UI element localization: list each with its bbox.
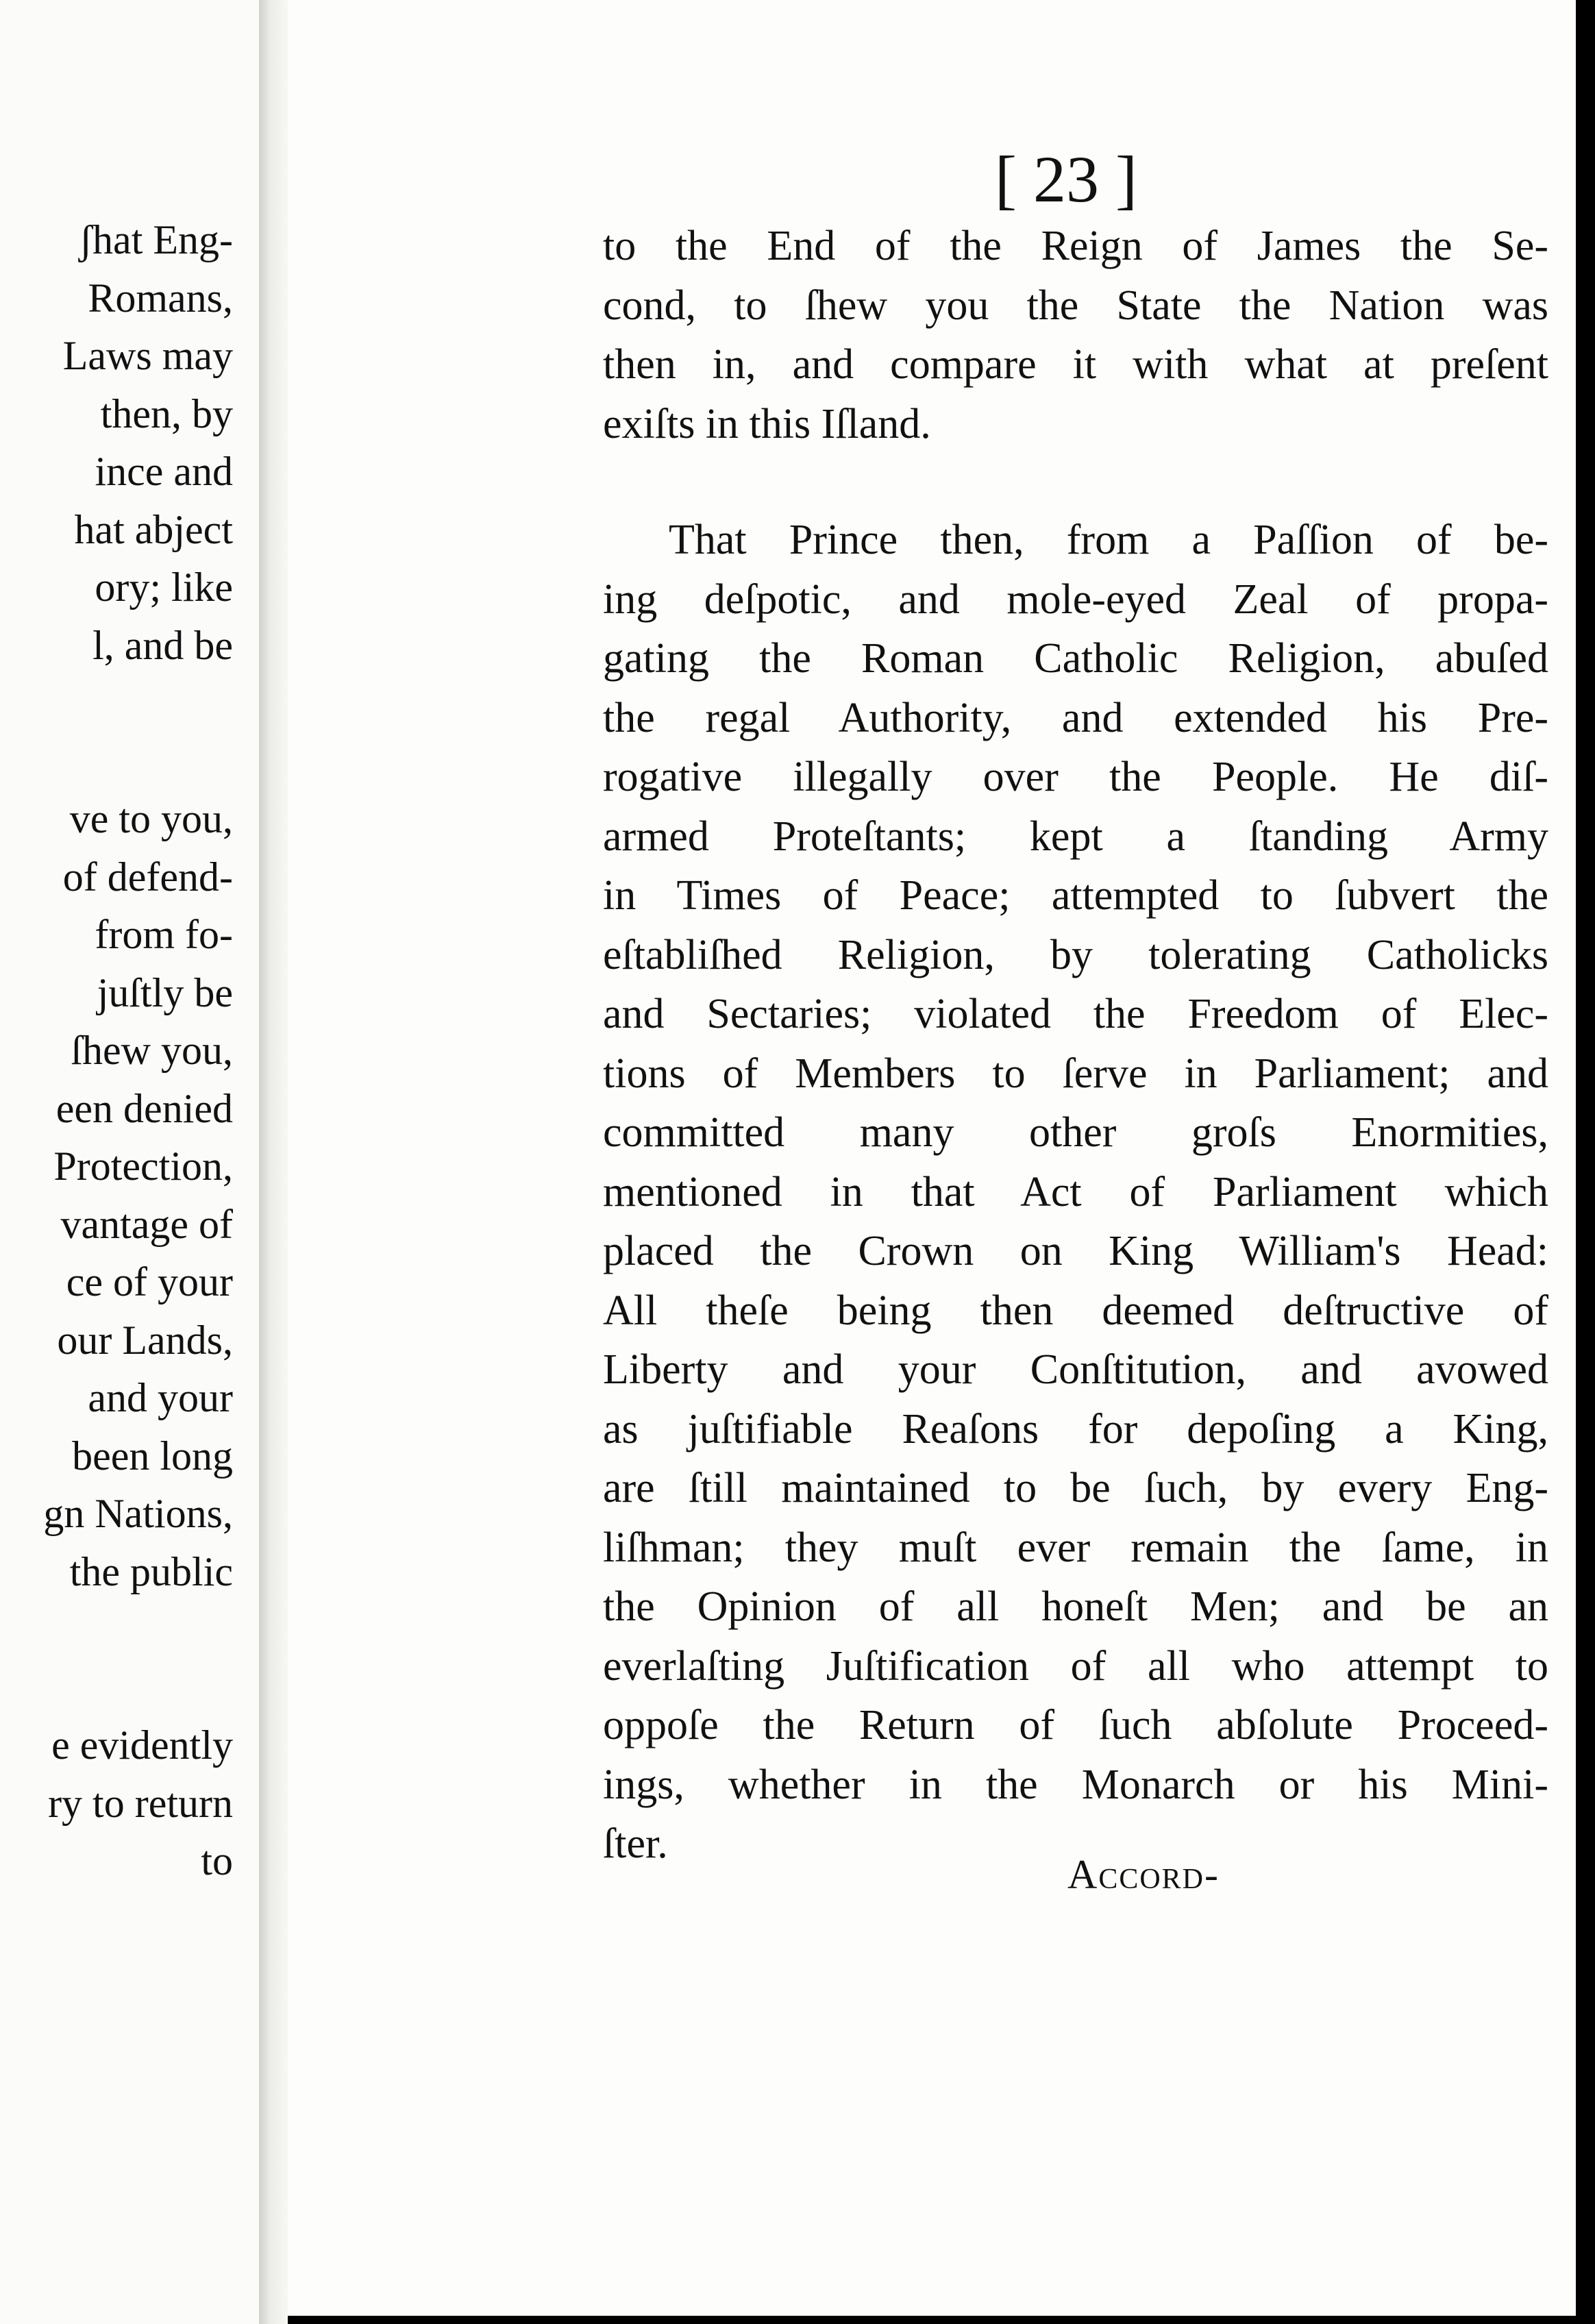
text-line: ings, whether in the Monarch or his Mini- xyxy=(603,1761,1548,1808)
catchword: Accord- xyxy=(1067,1852,1220,1897)
left-page-line: of defend- xyxy=(62,854,233,900)
text-line: to the End of the Reign of James the Se- xyxy=(603,223,1548,269)
left-page-line: ſhew you, xyxy=(71,1028,233,1073)
text-line: placed the Crown on King William's Head: xyxy=(603,1228,1548,1274)
left-page-fragment xyxy=(0,0,259,2324)
text-line: the regal Authority, and extended his Pre- xyxy=(603,694,1548,741)
left-page-line: then, by xyxy=(100,391,233,436)
text-line: That Prince then, from a Paſſion of be- xyxy=(669,517,1548,563)
left-page-line: from fo- xyxy=(95,912,233,957)
text-line: Liberty and your Conſtitution, and avowed xyxy=(603,1346,1548,1393)
text-line: committed many other groſs Enormities, xyxy=(603,1109,1548,1156)
text-line: liſhman; they muſt ever remain the ſame, in xyxy=(603,1524,1548,1571)
text-line: armed Proteſtants; kept a ſtanding Army xyxy=(603,813,1548,860)
left-page-line: gn Nations, xyxy=(43,1491,233,1536)
text-line: then in, and compare it with what at preſent xyxy=(603,341,1548,388)
left-page-line: een denied xyxy=(55,1085,233,1131)
left-page-line: ʃhat Eng- xyxy=(79,217,233,262)
text-line: eſtabliſhed Religion, by tolerating Catholicks xyxy=(603,931,1548,978)
text-line: ſter. xyxy=(603,1820,668,1867)
text-line: oppoſe the Return of ſuch abſolute Proceed- xyxy=(603,1702,1548,1748)
text-line: mentioned in that Act of Parliament which xyxy=(603,1168,1548,1215)
left-page-line: to xyxy=(201,1838,233,1883)
page-number: [ 23 ] xyxy=(995,143,1137,216)
left-page-line: and your xyxy=(88,1375,233,1420)
left-page-line: ince and xyxy=(95,449,233,494)
text-line: tions of Members to ſerve in Parliament; and xyxy=(603,1050,1548,1097)
left-page-line: e evidently xyxy=(51,1722,233,1768)
text-line: All theſe being then deemed deſtructive of xyxy=(603,1287,1548,1334)
text-line: and Sectaries; violated the Freedom of Elec- xyxy=(603,991,1548,1037)
left-page-line: ce of your xyxy=(66,1259,233,1305)
left-page-line: juſtly be xyxy=(97,969,233,1015)
left-page-line: ry to return xyxy=(48,1780,233,1826)
paragraph-1 xyxy=(603,217,1548,454)
left-page-line: the public xyxy=(69,1548,233,1594)
left-page-line: vantage of xyxy=(60,1201,233,1247)
left-page-line: hat abject xyxy=(74,506,233,552)
text-line: the Opinion of all honeſt Men; and be an xyxy=(603,1583,1548,1630)
right-page xyxy=(288,0,1576,2316)
paragraph-2 xyxy=(603,510,1548,1874)
text-line: are ſtill maintained to be ſuch, by every Eng- xyxy=(603,1465,1548,1511)
text-line: exiſts in this Iſland. xyxy=(603,400,931,447)
text-line: cond, to ſhew you the State the Nation was xyxy=(603,282,1548,329)
left-page-line: our Lands, xyxy=(57,1317,233,1363)
text-line: ing deſpotic, and mole-eyed Zeal of propa- xyxy=(603,576,1548,623)
text-line: as juſtifiable Reaſons for depoſing a King, xyxy=(603,1405,1548,1452)
text-line: rogative illegally over the People. He diſ- xyxy=(603,754,1548,800)
left-page-line: ve to you, xyxy=(69,796,233,841)
left-page-line: ory; like xyxy=(95,565,233,610)
scan-border xyxy=(1576,0,1595,2324)
text-line: gating the Roman Catholic Religion, abuſed xyxy=(603,635,1548,682)
text-line: everlaſting Juſtification of all who attempt to xyxy=(603,1642,1548,1690)
text-line: in Times of Peace; attempted to ſubvert the xyxy=(603,872,1548,919)
book-gutter xyxy=(259,0,288,2324)
left-page-line: been long xyxy=(72,1433,233,1479)
left-page-line: Romans, xyxy=(88,275,233,321)
left-page-line: Protection, xyxy=(53,1144,233,1189)
left-page-line: l, and be xyxy=(92,622,233,668)
left-page-line: Laws may xyxy=(62,333,233,378)
